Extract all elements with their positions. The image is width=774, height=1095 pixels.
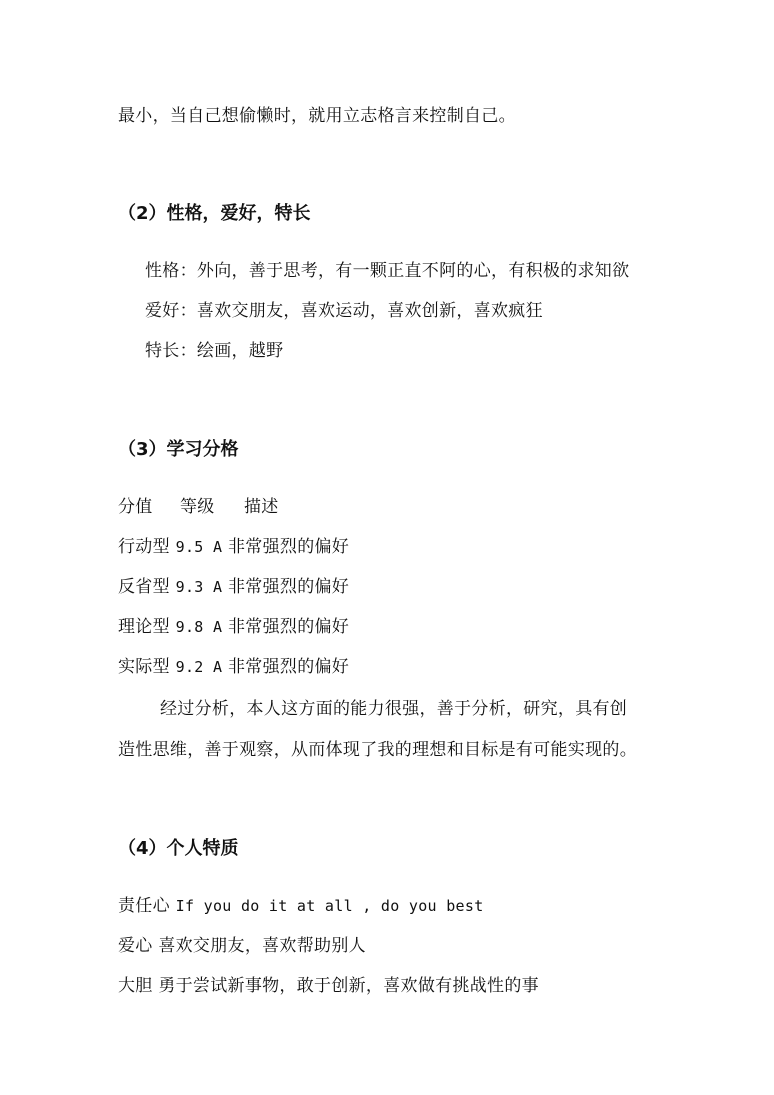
table-row (118, 615, 349, 639)
trait-item (118, 894, 484, 918)
trait-text: 喜欢交朋友，喜欢帮助别人 (158, 936, 366, 956)
row-type: 行动型 (118, 537, 170, 557)
table-row (118, 575, 349, 599)
table-row (118, 655, 349, 679)
trait-label: 大胆 (118, 976, 153, 996)
trait-item (118, 934, 366, 958)
row-desc: 非常强烈的偏好 (228, 657, 350, 677)
row-values: 9.8 A (175, 618, 223, 636)
trait-item (118, 974, 539, 998)
row-values: 9.5 A (175, 538, 223, 556)
intro-line: 最小，当自己想偷懒时，就用立志格言来控制自己。 (118, 106, 516, 126)
personality-line: 性格：外向，善于思考，有一颗正直不阿的心，有积极的求知欲 (145, 261, 630, 281)
col-header-score: 分值 (118, 497, 153, 517)
specialty-line: 特长：绘画，越野 (145, 341, 284, 361)
trait-label: 责任心 (118, 896, 170, 916)
trait-text: If you do it at all , do you best (175, 897, 484, 915)
row-type: 理论型 (118, 617, 170, 637)
row-desc: 非常强烈的偏好 (228, 577, 350, 597)
trait-text: 勇于尝试新事物，敢于创新，喜欢做有挑战性的事 (158, 976, 539, 996)
table-row (118, 535, 349, 559)
table-header (118, 495, 279, 519)
col-header-desc: 描述 (244, 497, 279, 517)
section2-heading: （2）性格，爱好，特长 (118, 203, 311, 224)
analysis-line-1: 经过分析，本人这方面的能力很强，善于分析，研究，具有创 (160, 699, 628, 719)
row-desc: 非常强烈的偏好 (228, 617, 350, 637)
hobby-line: 爱好：喜欢交朋友，喜欢运动，喜欢创新，喜欢疯狂 (145, 301, 543, 321)
row-values: 9.3 A (175, 578, 223, 596)
row-desc: 非常强烈的偏好 (228, 537, 350, 557)
section4-heading: （4）个人特质 (118, 838, 239, 859)
row-type: 实际型 (118, 657, 170, 677)
row-type: 反省型 (118, 577, 170, 597)
trait-label: 爱心 (118, 936, 153, 956)
row-values: 9.2 A (175, 658, 223, 676)
section3-heading: （3）学习分格 (118, 439, 239, 460)
col-header-grade: 等级 (180, 497, 215, 517)
analysis-line-2: 造性思维，善于观察，从而体现了我的理想和目标是有可能实现的。 (118, 740, 637, 760)
